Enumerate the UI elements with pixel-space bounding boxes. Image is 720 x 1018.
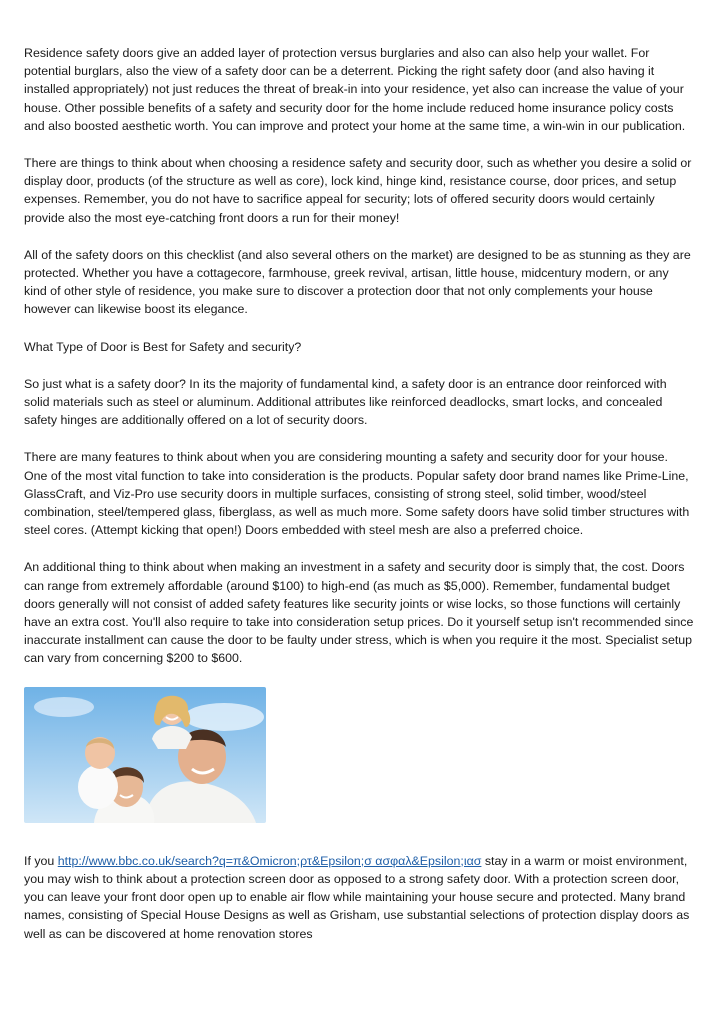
family-photo	[24, 687, 266, 823]
paragraph-cost: An additional thing to think about when making an investment in a safety and security door is simply that, the cost. Doors can range from extremely affordable (around $100) to high-end (as much as $5,000). Remember, fundamental budget doors generally will not consist of added safety features like security joints or wise locks, so those functions will certainly have an extra cost. You'll also require to take into consideration setup prices. Do it yourself setup isn't recommended since inaccurate installment can cause the door to be faulty under stress, which is when you require it the most. Specialist setup can vary from concerning $200 to $600.	[24, 560, 694, 666]
section-heading: What Type of Door is Best for Safety and security?	[24, 339, 302, 354]
paragraph-materials: There are many features to think about when you are considering mounting a safety and security door for your house. One of the most vital function to take into consideration is the products. Popular safety door brand names like Prime-Line, GlassCraft, and Viz-Pro use security doors in multiple surfaces, consisting of strong steel, solid timber, wood/steel combination, steel/tempered glass, fiberglass, as well as much more. Some safety doors have solid timber structures with steel cores. (Attempt kicking that open!) Doors embedded with steel mesh are also a preferred choice.	[24, 450, 690, 538]
paragraph-styles: All of the safety doors on this checklist (and also several others on the market) are designed to be as stunning as they are protected. Whether you have a cottagecore, farmhouse, greek revival, artisan, little house, midcentury modern, or any kind of other style of residence, you make sure to discover a protection door that not only complements your house however can likewise boost its elegance.	[24, 247, 691, 317]
bbc-search-link[interactable]: http://www.bbc.co.uk/search?q=π&Omicron;ρτ&Epsilon;σ ασφαλ&Epsilon;ιασ	[57, 853, 482, 868]
screen-door-text: stay in a warm or moist environment, you may wish to think about a protection screen door as opposed to a strong safety door. With a protection screen door, you can leave your front door open up to enable air flow while maintaining your house secure and protected. Many brand names, consisting of Special House Designs as well as Grisham, use substantial selections of protection display doors as well as can be discovered at home renovation stores	[24, 853, 690, 941]
paragraph-screen-door	[24, 852, 694, 943]
screen-door-lead: If you	[24, 853, 58, 868]
paragraph-choosing: There are things to think about when choosing a residence safety and security door, such as whether you desire a solid or display door, products (of the structure as well as core), lock kind, hinge kind, resistance course, door prices, and setup expenses. Remember, you do not have to sacrifice appeal for security; lots of offered security doors would certainly provide also the most eye-catching front doors a run for their money!	[24, 156, 692, 225]
paragraph-intro: Residence safety doors give an added layer of protection versus burglaries and also can also help your wallet. For potential burglars, also the view of a safety door can be a deterrent. Picking the right safety door (and also having it installed appropriately) not just reduces the threat of break-in into your residence, yet also can increase the value of your house. Other possible benefits of a safety and security door for the home include reduced home insurance policy costs and also boosted aesthetic worth. You can improve and protect your home at the same time, a win-win in our publication.	[24, 46, 686, 133]
paragraph-definition: So just what is a safety door? In its the majority of fundamental kind, a safety door is an entrance door reinforced with solid materials such as steel or aluminum. Additional attributes like reinforced deadlocks, smart locks, and concealed safety hinges are additionally offered on a lot of security doors.	[24, 376, 667, 428]
